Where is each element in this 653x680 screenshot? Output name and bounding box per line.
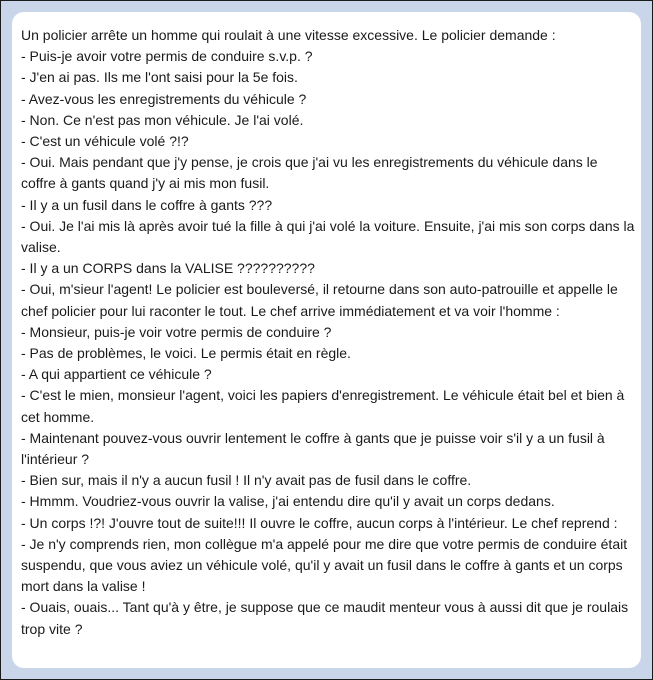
text-line: - Ouais, ouais... Tant qu'à y être, je suppose que ce maudit menteur vous à aussi dit que je roulais trop vite ?	[21, 599, 629, 637]
text-line: - Monsieur, puis-je voir votre permis de conduire ?	[21, 323, 332, 340]
text-line: - Oui, m'sieur l'agent! Le policier est bouleversé, il retourne dans son auto-patrouille et appelle le chef policier pour lui raconter le tout. Le chef arrive immédiatement et va voir l'homme :	[21, 281, 618, 319]
text-line: - Il y a un fusil dans le coffre à gants ???	[21, 196, 273, 213]
text-line: - Puis-je avoir votre permis de conduire s.v.p. ?	[21, 48, 313, 65]
text-line: - Non. Ce n'est pas mon véhicule. Je l'ai volé.	[21, 111, 304, 128]
text-line: - C'est un véhicule volé ?!?	[21, 133, 189, 150]
text-line: - Pas de problèmes, le voici. Le permis était en règle.	[21, 345, 351, 362]
text-line: - Hmmm. Voudriez-vous ouvrir la valise, j'ai entendu dire qu'il y avait un corps dedans.	[21, 493, 555, 510]
text-line: - Il y a un CORPS dans la VALISE ??????????	[21, 260, 315, 277]
text-line: - C'est le mien, monsieur l'agent, voici les papiers d'enregistrement. Le véhicule était bel et bien à cet homme.	[21, 387, 625, 425]
text-line: Un policier arrête un homme qui roulait à une vitesse excessive. Le policier demande :	[21, 27, 556, 43]
joke-card	[12, 12, 641, 668]
text-line: - Je n'y comprends rien, mon collègue m'a appelé pour me dire que votre permis de conduire était suspendu, que vous aviez un véhicule volé, qu'il y avait un fusil dans le coffre à gants et un corps mort dans la valise !	[21, 535, 628, 595]
text-line: - A qui appartient ce véhicule ?	[21, 366, 212, 383]
joke-text	[21, 25, 635, 640]
text-line: - Maintenant pouvez-vous ouvrir lentement le coffre à gants que je puisse voir s'il y a un fusil à l'intérieur ?	[21, 429, 605, 468]
text-line: - J'en ai pas. Ils me l'ont saisi pour la 5e fois.	[21, 69, 298, 86]
text-line: - Oui. Je l'ai mis là après avoir tué la fille à qui j'ai volé la voiture. Ensuite, j'ai mis son corps dans la valise.	[21, 217, 635, 256]
text-line: - Bien sur, mais il n'y a aucun fusil ! Il n'y avait pas de fusil dans le coffre.	[21, 472, 472, 489]
text-line: - Oui. Mais pendant que j'y pense, je crois que j'ai vu les enregistrements du véhicule dans le coffre à gants quand j'y ai mis mon fusil.	[21, 154, 598, 192]
text-line: - Avez-vous les enregistrements du véhicule ?	[21, 90, 307, 107]
text-line: - Un corps !?! J'ouvre tout de suite!!! Il ouvre le coffre, aucun corps à l'intérieur. Le chef reprend :	[21, 514, 618, 531]
